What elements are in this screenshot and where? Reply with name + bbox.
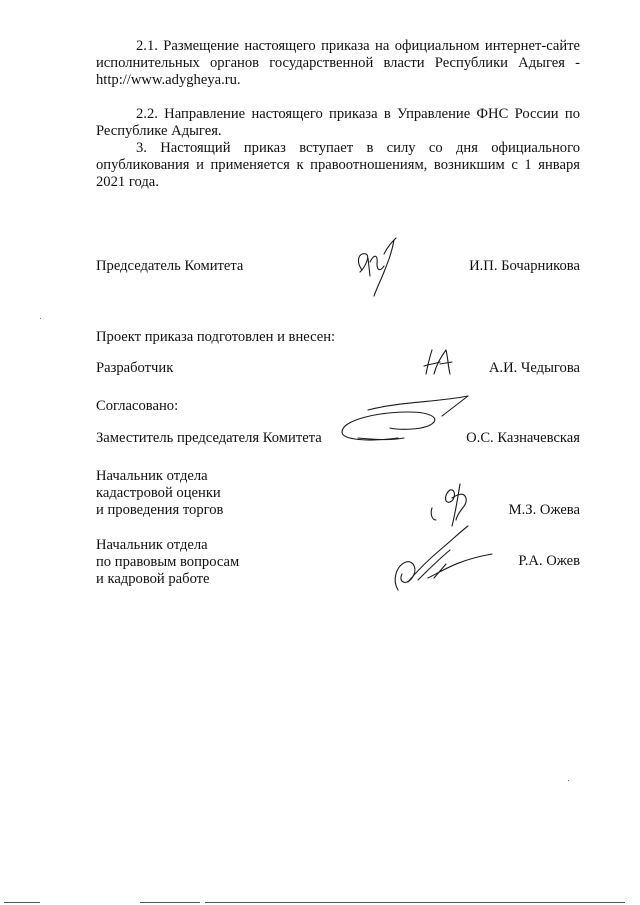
head-legal-name: Р.А. Ожев: [518, 553, 580, 569]
position-line: и проведения торгов: [96, 502, 224, 518]
agreed-label: Согласовано:: [96, 398, 179, 414]
position-line: и кадровой работе: [96, 571, 210, 587]
position-line: Начальник отдела: [96, 537, 208, 553]
position-line: по правовым вопросам: [96, 554, 240, 570]
position-line: кадастровой оценки: [96, 485, 221, 501]
chair-position: Председатель Комитета: [96, 258, 244, 274]
head-cadastral-name: М.З. Ожева: [508, 502, 580, 518]
head-legal-signature-icon: [388, 520, 498, 594]
scan-edge-line: [140, 902, 200, 903]
deputy-signature-icon: [338, 390, 478, 454]
chair-name: И.П. Бочарникова: [469, 258, 580, 274]
position-line: Начальник отдела: [96, 468, 208, 484]
paragraph-2-1: 2.1. Размещение настоящего приказа на официальном интернет-сайте исполнительных органов государственной власти Республики Адыгея - http://www.adygheya.ru.: [96, 38, 580, 88]
paragraph-2-2: 2.2. Направление настоящего приказа в Управление ФНС России по Республике Адыгея.: [96, 106, 580, 139]
deputy-name: О.С. Казначевская: [466, 430, 580, 446]
chair-signature-icon: [350, 232, 410, 302]
developer-name: А.И. Чедыгова: [488, 360, 580, 376]
prepared-by-label: Проект приказа подготовлен и внесен:: [96, 329, 336, 345]
head-cadastral-position: [96, 468, 223, 519]
scan-speck: [40, 318, 41, 319]
developer-signature-icon: [420, 344, 460, 380]
developer-position: Разработчик: [96, 360, 174, 376]
scan-speck: [568, 780, 569, 781]
scan-edge-line: [4, 902, 40, 903]
scan-edge-line: [205, 902, 625, 903]
paragraph-3: 3. Настоящий приказ вступает в силу со дня официального опубликования и применяется к правоотношениям, возникшим с 1 января 2021 года.: [96, 140, 580, 190]
head-legal-position: [96, 537, 239, 588]
deputy-position: Заместитель председателя Комитета: [96, 430, 322, 446]
